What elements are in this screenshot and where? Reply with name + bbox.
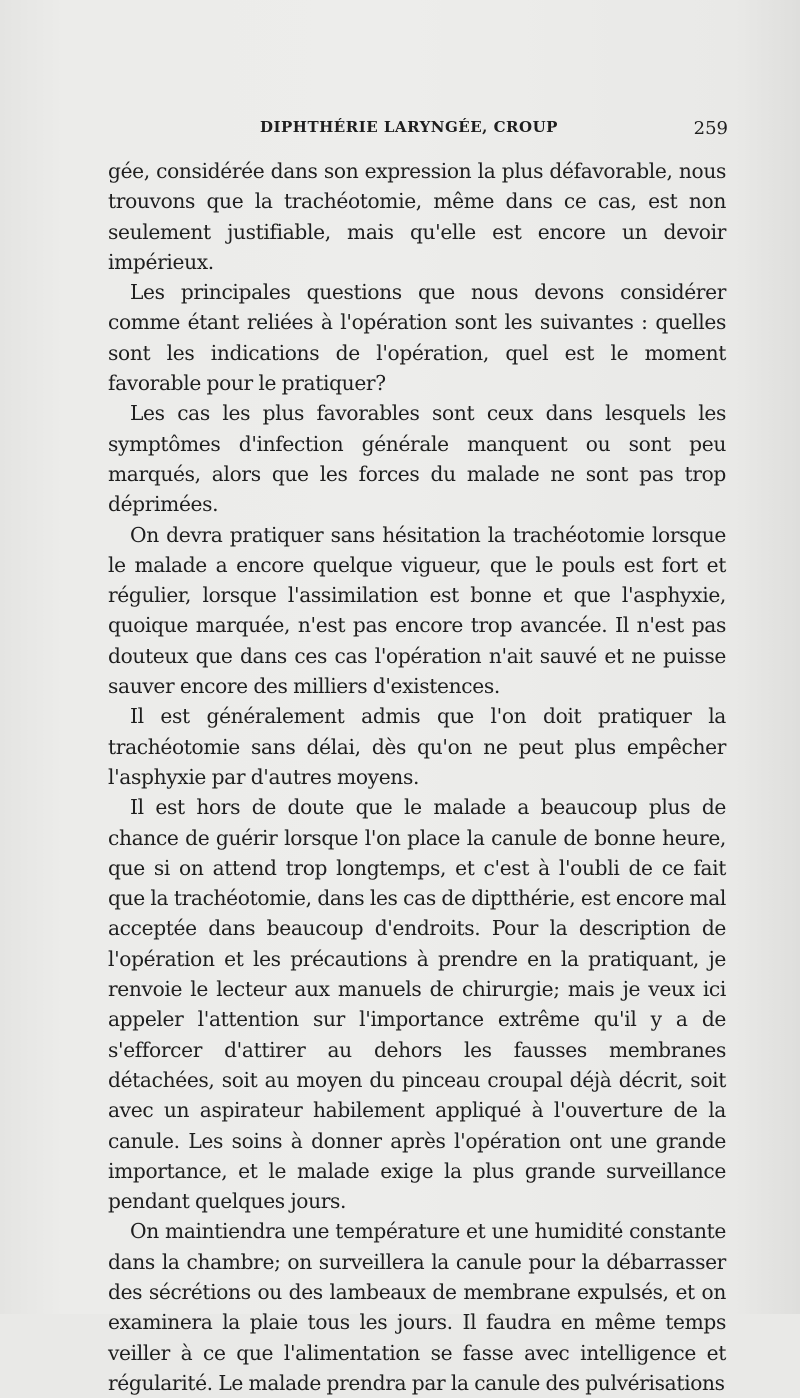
page-header (108, 118, 730, 144)
paragraph: Il est généralement admis que l'on doit pratiquer la trachéotomie sans délai, dès qu'on ne peut plus empêcher l'asphyxie par d'autres moyens. (108, 704, 726, 789)
paragraph: On devra pratiquer sans hésitation la trachéotomie lorsque le malade a encore quelque vigueur, que le pouls est fort et régulier, lorsque l'assimilation est bonne et que l'asphyxie, quoique marquée, n'est pas encore trop avancée. Il n'est pas douteux que dans ces cas l'opération n'ait sauvé et ne puisse sauver encore des milliers d'existences. (108, 522, 726, 699)
paragraph: Les principales questions que nous devons considérer comme étant reliées à l'opération sont les suivantes : quelles sont les indications de l'opération, quel est le moment favorable pour le pratiquer? (108, 280, 726, 396)
paragraph-continuation: gée, considérée dans son expression la plus défavorable, nous trouvons que la trachéotomie, même dans ce cas, est non seulement justifiable, mais qu'elle est encore un devoir impérieux. (108, 159, 726, 274)
paragraph: Les cas les plus favorables sont ceux dans lesquels les symptômes d'infection générale manquent ou sont peu marqués, alors que les forces du malade ne sont pas trop déprimées. (108, 401, 726, 517)
body-text (108, 156, 726, 1398)
paragraph: On maintiendra une température et une humidité constante dans la chambre; on surveillera la canule pour la débarrasser des sécrétions ou des lambeaux de membrane expulsés, et on examinera la plaie tous les jours. Il faudra en même temps veiller à ce que l'alimentation se fasse avec intelligence et régularité. Le malade prendra par la canule des pulvérisations (108, 1219, 726, 1395)
paragraph: Il est hors de doute que le malade a beaucoup plus de chance de guérir lorsque l'on place la canule de bonne heure, que si on attend trop longtemps, et c'est à l'oubli de ce fait que la trachéotomie, dans les cas de diptthérie, est encore mal acceptée dans beaucoup d'endroits. Pour la description de l'opération et les précautions à prendre en la pratiquant, je renvoie le lecteur aux manuels de chirurgie; mais je veux ici appeler l'attention sur l'importance extrême qu'il y a de s'efforcer d'attirer au dehors les fausses membranes détachées, soit au moyen du pinceau croupal déjà décrit, soit avec un aspirateur habilement appliqué à l'ouverture de la canule. Les soins à donner après l'opération ont une grande importance, et le malade exige la plus grande surveillance pendant quelques jours. (108, 795, 726, 1214)
page-number: 259 (693, 118, 728, 139)
running-title: DIPHTHÉRIE LARYNGÉE, CROUP (260, 118, 558, 136)
